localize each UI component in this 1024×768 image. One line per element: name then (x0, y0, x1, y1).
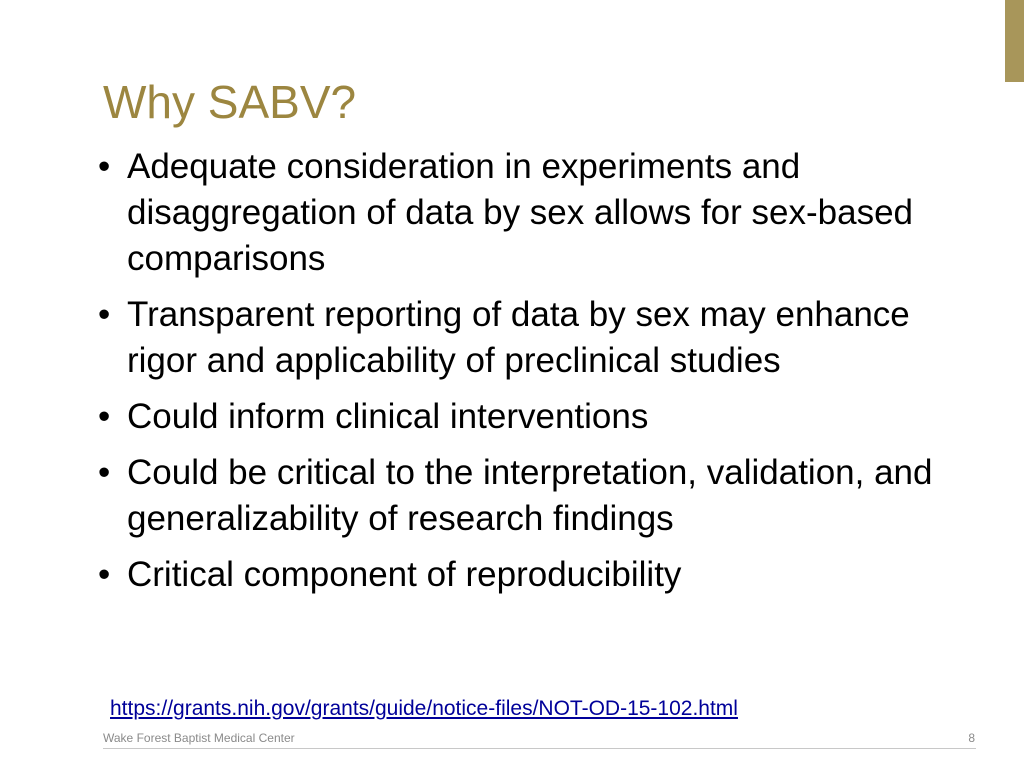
slide-title: Why SABV? (103, 76, 357, 128)
bullet-text: Could be critical to the interpretation, validation, and generalizability of research findings (127, 453, 933, 538)
bullet-item (98, 552, 978, 598)
footer-organization: Wake Forest Baptist Medical Center (103, 731, 295, 745)
bullet-item (98, 144, 978, 282)
bullet-text: Critical component of reproducibility (127, 555, 682, 594)
bullet-glyph: • (98, 295, 111, 334)
bullet-glyph: • (98, 147, 111, 186)
bullet-text: Adequate consideration in experiments and disaggregation of data by sex allows for sex-based comparisons (127, 147, 914, 278)
bullet-item (98, 394, 978, 440)
bullet-glyph: • (98, 397, 111, 436)
bullet-item (98, 292, 978, 384)
accent-bar (1005, 0, 1024, 82)
bullet-text: Could inform clinical interventions (127, 397, 649, 436)
bullet-glyph: • (98, 555, 111, 594)
page-number: 8 (968, 731, 975, 745)
bullet-text: Transparent reporting of data by sex may enhance rigor and applicability of preclinical studies (127, 295, 910, 380)
nih-notice-link[interactable]: https://grants.nih.gov/grants/guide/notice-files/NOT-OD-15-102.html (110, 697, 738, 720)
bullet-glyph: • (98, 453, 111, 492)
bullet-list (98, 144, 978, 608)
footer-divider (103, 748, 976, 749)
bullet-item (98, 450, 978, 542)
